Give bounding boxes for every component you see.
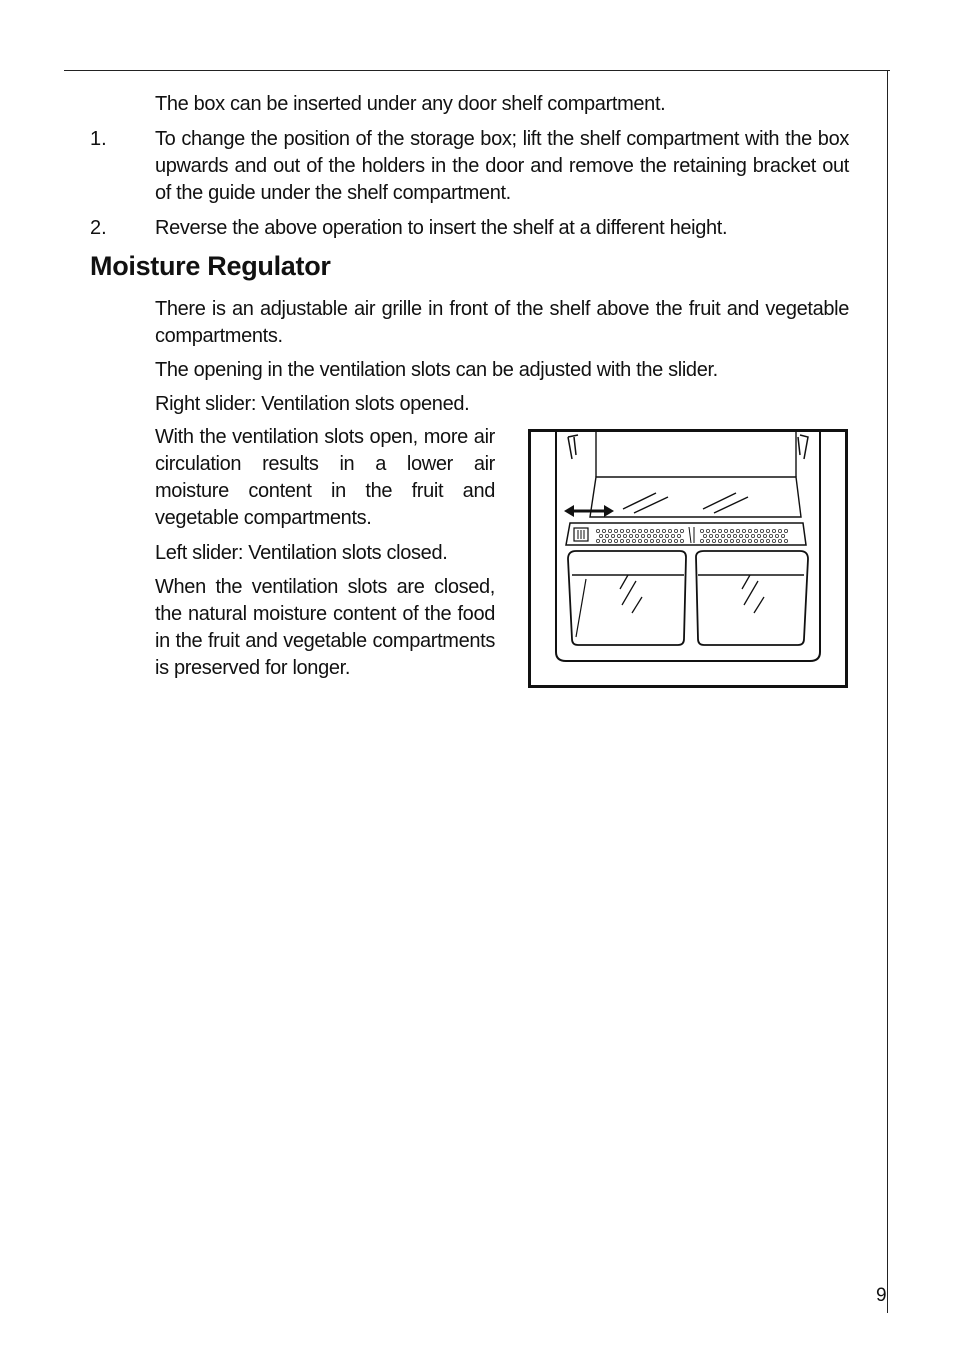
top-rule [64, 70, 890, 71]
page-number: 9 [876, 1285, 887, 1306]
intro-paragraph: The box can be inserted under any door shelf compartment. [155, 93, 666, 115]
section-paragraph-1: There is an adjustable air grille in front of the shelf above the fruit and vegetable compartments. [155, 298, 849, 347]
step-1-number: 1. [90, 128, 107, 150]
section-paragraph-4: With the ventilation slots open, more air circulation results in a lower air moisture content in the fruit and vegetable compartments. [155, 426, 495, 529]
section-paragraph-3: Right slider: Ventilation slots opened. [155, 393, 470, 415]
section-paragraph-5: Left slider: Ventilation slots closed. [155, 542, 448, 564]
step-2-number: 2. [90, 217, 107, 239]
section-paragraph-2: The opening in the ventilation slots can be adjusted with the slider. [155, 359, 718, 381]
section-title: Moisture Regulator [90, 251, 331, 281]
section-paragraph-6: When the ventilation slots are closed, the natural moisture content of the food in the fruit and vegetable compartments is preserved for longer. [155, 576, 495, 679]
moisture-regulator-illustration [528, 429, 848, 688]
step-2-text: Reverse the above operation to insert the shelf at a different height. [155, 217, 728, 239]
step-1-text: To change the position of the storage box; lift the shelf compartment with the box upwards and out of the holders in the door and remove the retaining bracket out of the guide under the shelf compartment. [155, 128, 849, 204]
right-margin-rule [887, 70, 888, 1313]
